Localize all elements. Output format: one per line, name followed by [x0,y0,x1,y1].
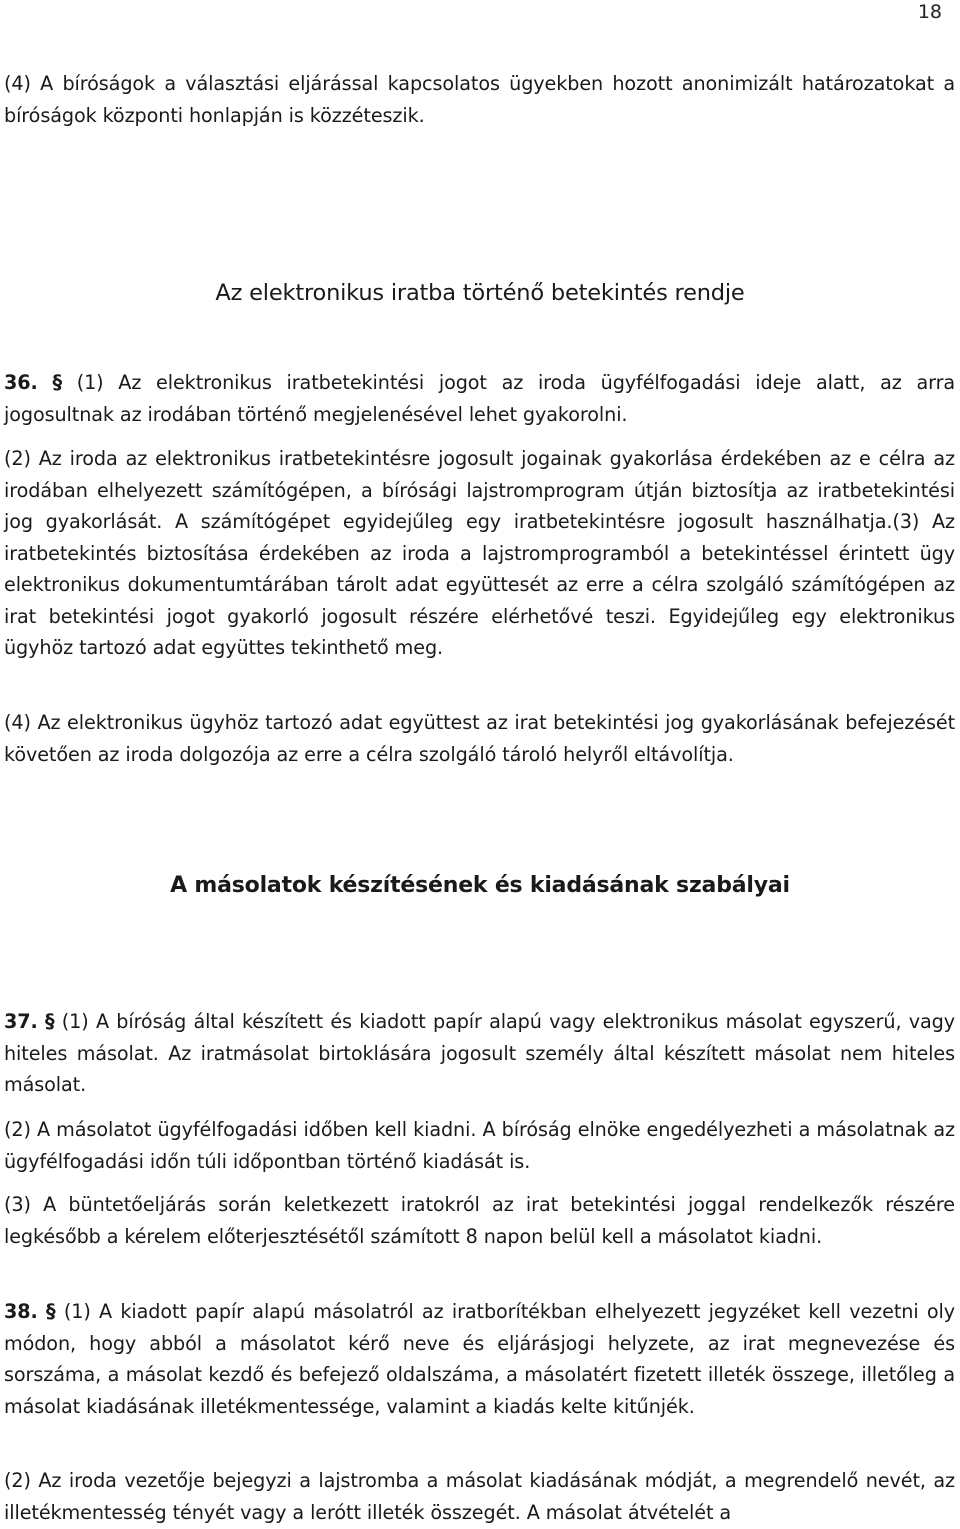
paragraph-text: (1) Az elektronikus iratbetekintési jogot az iroda ügyfélfogadási ideje alatt, az arra jogosultnak az irodában történő megjelenésével lehet gyakorolni. [4,371,956,426]
section-heading-electronic-inspection: Az elektronikus iratba történő betekintés rendje [215,280,745,306]
paragraph-text: (1) A kiadott papír alapú másolatról az iratborítékban elhelyezett jegyzéket kell vezetni oly módon, hogy abból a másolatot kérő neve és eljárásjogi helyzete, az irat megnevezése és sorszáma, a másolat kezdő és befejező oldalszáma, a másolatért fizetett illeték összege, illetőleg a másolat kiadásának illetékmentessége, valamint a kiadás kelte kitűnjék. [4,1300,955,1418]
paragraph-sign: § [45,1010,55,1033]
paragraph-37-1 [4,1006,955,1101]
paragraph-38-2: (2) Az iroda vezetője bejegyzi a lajstromba a másolat kiadásának módját, a megrendelő nevét, az illetékmentesség tényét vagy a lerótt illeték összegét. A másolat átvételét a [4,1469,955,1524]
section-number: 37. [4,1010,38,1033]
section-heading-copies: A másolatok készítésének és kiadásának szabályai [170,873,790,898]
paragraph-37-3: (3) A büntetőeljárás során keletkezett iratokról az irat betekintési joggal rendelkezők részére legkésőbb a kérelem előterjesztésétől számított 8 napon belül kell a másolatot kiadni. [4,1193,955,1248]
paragraph-36-1 [4,367,955,430]
page-number: 18 [917,1,942,23]
paragraph-intro-4: (4) A bíróságok a választási eljárással kapcsolatos ügyekben hozott anonimizált határozatokat a bíróságok központi honlapján is közzéteszik. [4,72,955,127]
section-number: 38. [4,1300,38,1323]
paragraph-36-4: (4) Az elektronikus ügyhöz tartozó adat együttest az irat betekintési jog gyakorlásának befejezését követően az iroda dolgozója az erre a célra szolgáló tároló helyről eltávolítja. [4,711,955,766]
paragraph-sign: § [46,1300,56,1323]
paragraph-text: (1) A bíróság által készített és kiadott papír alapú vagy elektronikus másolat egyszerű, vagy hiteles másolat. Az iratmásolat birtoklására jogosult személy által készített másolat nem hiteles másolat. [4,1010,956,1096]
paragraph-sign: § [52,371,62,394]
paragraph-37-2: (2) A másolatot ügyfélfogadási időben kell kiadni. A bíróság elnöke engedélyezheti a másolatnak az ügyfélfogadási időn túli időpontban történő kiadását is. [4,1118,955,1173]
paragraph-36-2-3: (2) Az iroda az elektronikus iratbetekintésre jogosult jogainak gyakorlása érdekében az e célra az irodában elhelyezett számítógépen, a bírósági lajstromprogram útján biztosítja az iratbetekintési jog gyakorlását. A számítógépet egyidejűleg egy iratbetekintésre jogosult használhatja.(3) Az iratbetekintés biztosítása érdekében az iroda a lajstromprogramból a betekintéssel érintett ügy elektronikus dokumentumtárában tárolt adat együttesét az erre a célra szolgáló számítógépen az irat betekintési jogot gyakorló jogosult részére elérhetővé teszi. Egyidejűleg egy elektronikus ügyhöz tartozó adat együttes tekinthető meg. [4,447,955,659]
paragraph-38-1 [4,1296,955,1422]
section-number: 36. [4,371,38,394]
